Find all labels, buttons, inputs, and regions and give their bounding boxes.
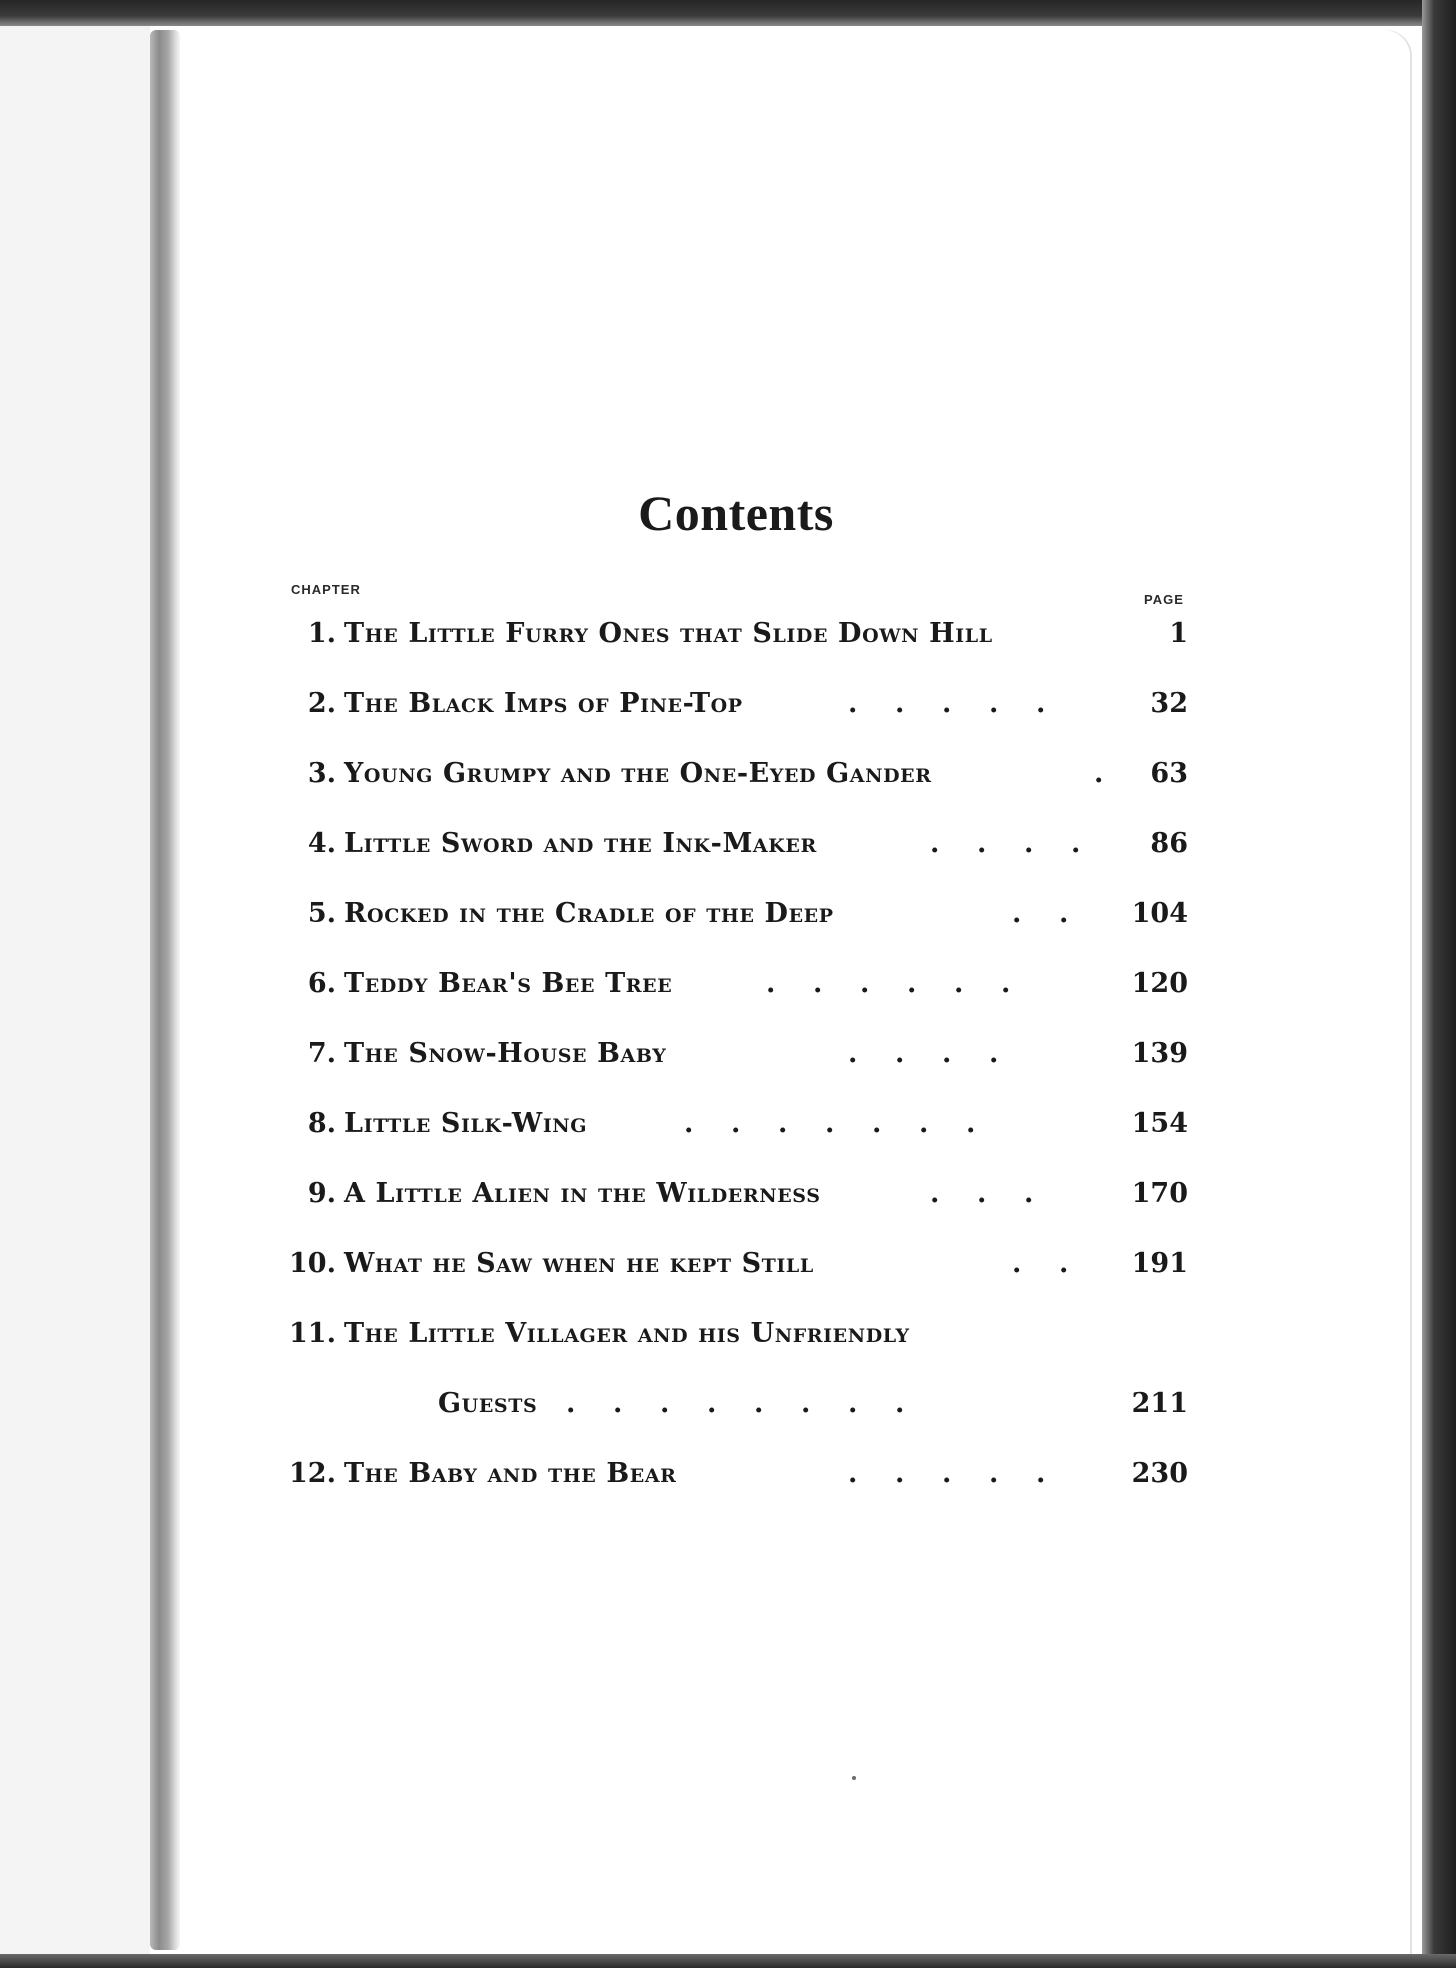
chapter-title: Little Sword and the Ink-Maker: [344, 828, 817, 859]
page-number: 170: [1131, 1178, 1188, 1209]
dot-leader: . . . .: [930, 828, 1081, 859]
chapter-number: 4.: [307, 828, 336, 859]
page-number: 104: [1131, 898, 1188, 929]
page-number: 120: [1131, 968, 1188, 999]
page-number: 154: [1131, 1108, 1188, 1139]
chapter-title: Teddy Bear's Bee Tree: [344, 968, 673, 999]
dot-leader: . . . .: [848, 1038, 999, 1069]
toc-entry: [270, 1318, 1200, 1362]
toc-entry: [270, 1178, 1200, 1222]
chapter-number: 11.: [289, 1318, 336, 1349]
page-number: 211: [1131, 1388, 1188, 1419]
toc-entry: [270, 968, 1200, 1012]
chapter-number: 8.: [307, 1108, 336, 1139]
toc-entry: [270, 898, 1200, 942]
page-number: 32: [1150, 688, 1188, 719]
toc-entry: [270, 828, 1200, 872]
dot-leader: . . . . . . .: [684, 1108, 976, 1139]
page-number: 63: [1150, 758, 1188, 789]
chapter-number: 10.: [289, 1248, 336, 1279]
chapter-title: The Baby and the Bear: [344, 1458, 677, 1489]
dot-leader: . . .: [930, 1178, 1034, 1209]
chapter-number: 7.: [307, 1038, 336, 1069]
chapter-title: Young Grumpy and the One-Eyed Gander: [344, 758, 932, 789]
toc-entry: [270, 1458, 1200, 1502]
dot-leader: . . . . .: [848, 688, 1046, 719]
chapter-title: Guests: [438, 1388, 538, 1419]
chapter-title: A Little Alien in the Wilderness: [344, 1178, 821, 1209]
page-number: 191: [1131, 1248, 1188, 1279]
scan-edge-top: [0, 0, 1456, 26]
facing-page-edge: [0, 26, 150, 1954]
binding-gutter: [150, 30, 180, 1950]
toc-entry: [270, 1248, 1200, 1292]
paper-speck: [852, 1776, 856, 1780]
chapter-number: 3.: [307, 758, 336, 789]
chapter-number: 9.: [307, 1178, 336, 1209]
toc-entry: [270, 618, 1200, 662]
scan-edge-right: [1422, 0, 1456, 1968]
chapter-title: The Black Imps of Pine-Top: [344, 688, 743, 719]
toc-entry: [270, 758, 1200, 802]
scan-edge-bottom: [0, 1954, 1456, 1968]
chapter-title: Rocked in the Cradle of the Deep: [344, 898, 834, 929]
toc-entry: [270, 1108, 1200, 1152]
page-number: 230: [1131, 1458, 1188, 1489]
dot-leader: . .: [1012, 898, 1069, 929]
chapter-number: 1.: [307, 618, 336, 649]
page-title: Contents: [638, 485, 834, 541]
chapter-number: 12.: [289, 1458, 336, 1489]
chapter-column-label: CHAPTER: [291, 582, 361, 597]
page-number: 139: [1131, 1038, 1188, 1069]
chapter-title: The Little Furry Ones that Slide Down Hill: [344, 618, 993, 649]
chapter-number: 6.: [307, 968, 336, 999]
dot-leader: . .: [1012, 1248, 1069, 1279]
chapter-title: What he Saw when he kept Still: [344, 1248, 814, 1279]
toc-entry-continuation: [270, 1388, 1200, 1432]
chapter-title: Little Silk-Wing: [344, 1108, 588, 1139]
chapter-number: 5.: [307, 898, 336, 929]
dot-leader: . . . . .: [848, 1458, 1046, 1489]
dot-leader: . . . . . . . .: [566, 1388, 905, 1419]
dot-leader: .: [1094, 758, 1104, 789]
page-number: 86: [1150, 828, 1188, 859]
toc-entry: [270, 688, 1200, 732]
chapter-number: 2.: [307, 688, 336, 719]
chapter-title: The Little Villager and his Unfriendly: [344, 1318, 910, 1349]
page-column-label: PAGE: [1144, 592, 1184, 607]
chapter-title: The Snow-House Baby: [344, 1038, 667, 1069]
toc-entry: [270, 1038, 1200, 1082]
dot-leader: . . . . . .: [766, 968, 1011, 999]
page-number: 1: [1169, 618, 1188, 649]
